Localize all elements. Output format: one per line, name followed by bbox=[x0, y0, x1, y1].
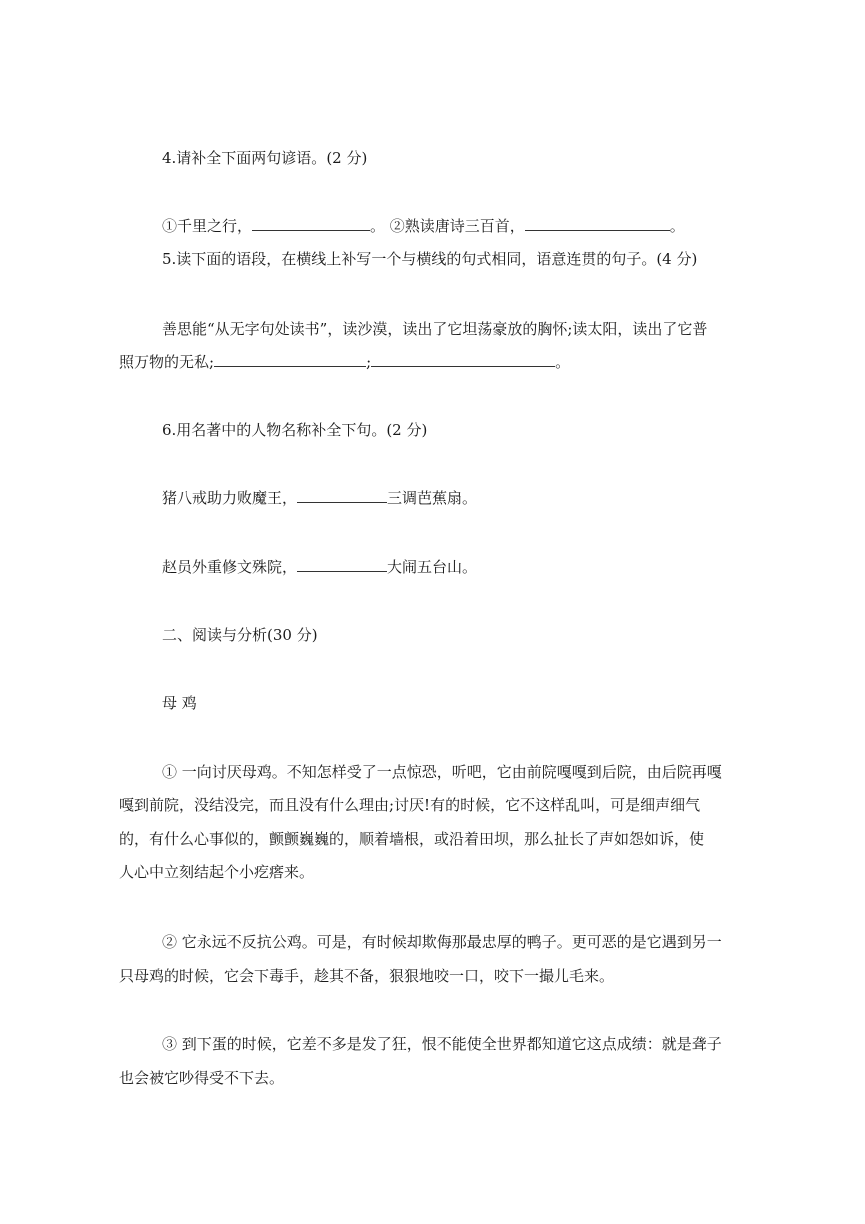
q6-s2-text-a: 赵员外重修文殊院， bbox=[162, 558, 298, 576]
paragraph-3-line-1: ③ 到下蛋的时候，它差不多是发了狂，恨不能使全世界都知道它这点成绩：就是聋子 bbox=[162, 1035, 722, 1053]
q4-proverb-1-text: ①千里之行， bbox=[162, 217, 253, 235]
q4-blank-1[interactable] bbox=[252, 216, 370, 231]
q6-blank-1[interactable] bbox=[297, 488, 387, 503]
q4-title: 4.请补全下面两句谚语。(2 分) bbox=[162, 149, 368, 167]
q5-text: 照万物的无私; bbox=[119, 353, 215, 371]
q5-end-mark: 。 bbox=[555, 353, 571, 371]
q6-blank-2[interactable] bbox=[297, 557, 387, 572]
paragraph-2-line-2: 只母鸡的时候，它会下毒手，趁其不备，狠狠地咬一口，咬下一撮儿毛来。 bbox=[119, 967, 615, 985]
paragraph-1-line-3: 的，有什么心事似的，颤颤巍巍的，顺着墙根，或沿着田坝，那么扯长了声如怨如诉，使 bbox=[119, 830, 705, 848]
q4-proverbs bbox=[162, 216, 685, 236]
q5-blank-2[interactable] bbox=[371, 352, 555, 367]
q6-s1-text-b: 三调芭蕉扇。 bbox=[387, 489, 478, 507]
q6-sentence-1 bbox=[162, 488, 477, 508]
q6-s2-text-b: 大闹五台山。 bbox=[387, 558, 478, 576]
article-title: 母 鸡 bbox=[162, 694, 197, 712]
q4-end-mark: 。 bbox=[669, 217, 685, 235]
section-2-heading: 二、阅读与分析(30 分) bbox=[162, 626, 318, 644]
q6-s1-text-a: 猪八戒助力败魔王， bbox=[162, 489, 298, 507]
paragraph-1-line-1: ① 一向讨厌母鸡。不知怎样受了一点惊恐，听吧，它由前院嘎嘎到后院，由后院再嘎 bbox=[162, 763, 722, 781]
q4-blank-2[interactable] bbox=[525, 216, 670, 231]
paragraph-3-line-2: 也会被它吵得受不下去。 bbox=[119, 1069, 285, 1087]
q4-proverb-2-text: 。 ②熟读唐诗三百首， bbox=[370, 217, 525, 235]
q5-blank-1[interactable] bbox=[214, 352, 366, 367]
q5-paragraph-line-2 bbox=[119, 352, 570, 372]
q6-title: 6.用名著中的人物名称补全下句。(2 分) bbox=[162, 421, 428, 439]
q5-separator: ; bbox=[366, 353, 372, 371]
q6-sentence-2 bbox=[162, 557, 477, 577]
paragraph-1-line-2: 嘎到前院，没结没完，而且没有什么理由;讨厌!有的时候，它不这样乱叫，可是细声细气 bbox=[119, 796, 701, 814]
paragraph-2-line-1: ② 它永远不反抗公鸡。可是，有时候却欺侮那最忠厚的鸭子。更可恶的是它遇到另一 bbox=[162, 933, 722, 951]
q5-paragraph-line-1: 善思能“从无字句处读书”，读沙漠，读出了它坦荡豪放的胸怀;读太阳，读出了它普 bbox=[162, 320, 708, 338]
q5-title: 5.读下面的语段，在横线上补写一个与横线的句式相同，语意连贯的句子。(4 分) bbox=[162, 250, 698, 268]
paragraph-1-line-4: 人心中立刻结起个小疙瘩来。 bbox=[119, 863, 315, 881]
